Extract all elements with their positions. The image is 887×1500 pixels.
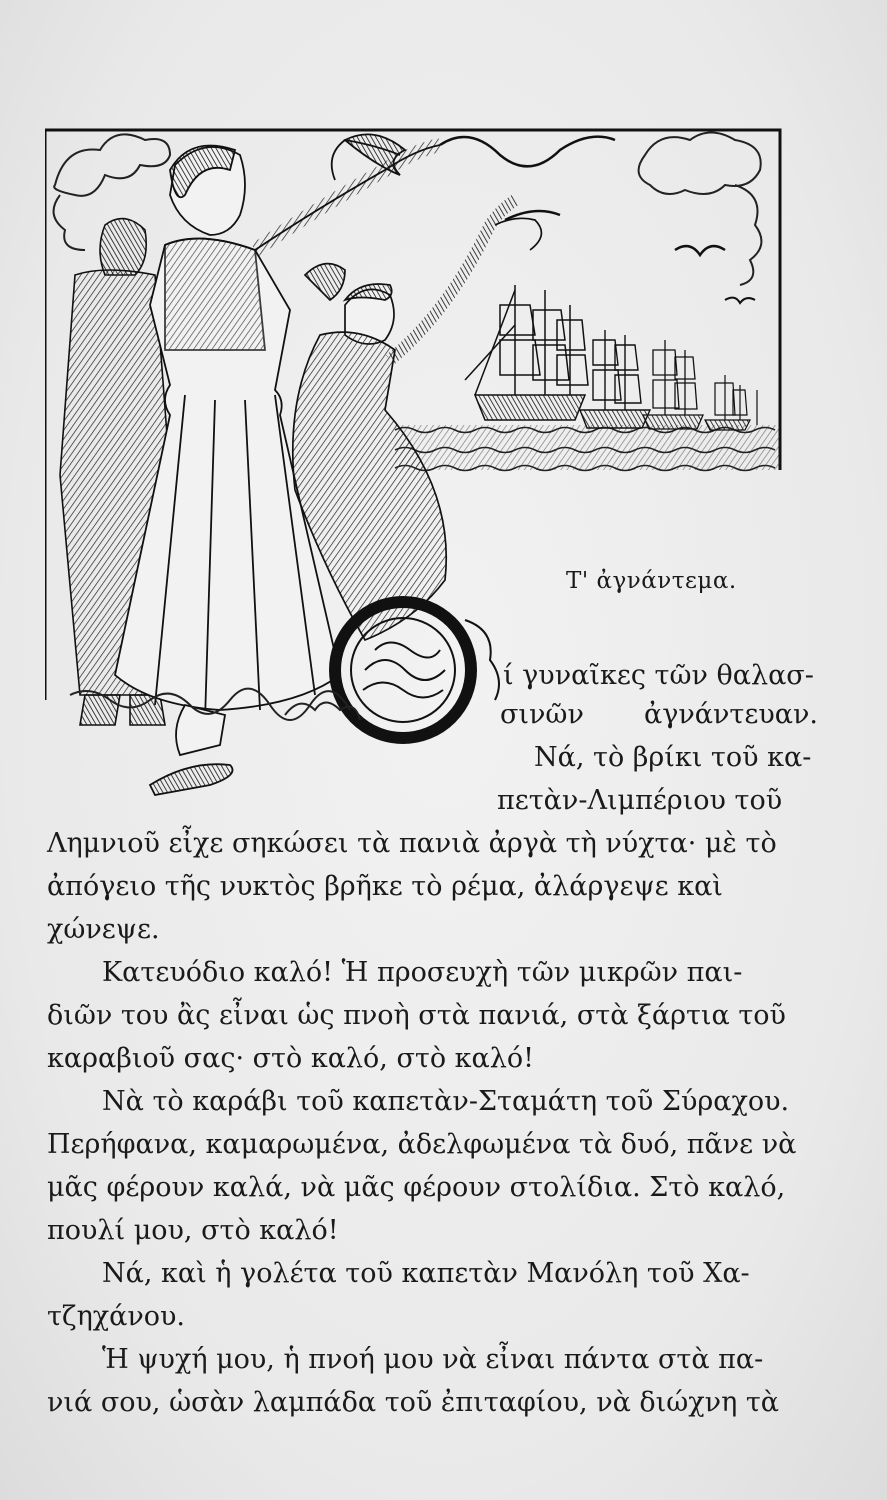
bird	[725, 298, 755, 303]
illustration-caption: Τ' ἀγνάντεμα.	[566, 568, 737, 594]
text-line: μᾶς φέρουν καλά, νὰ μᾶς φέρουν στολίδια. Στὸ καλό,	[47, 1172, 786, 1203]
text-line: Νά, τὸ βρίκι τοῦ κα-	[534, 742, 812, 773]
text-line: Κατευόδιο καλό! Ἡ προσευχὴ τῶν μικρῶν παι-	[102, 957, 743, 988]
text-line: πουλί μου, στὸ καλό!	[47, 1215, 339, 1246]
text-fragment: ἀγνάντευαν.	[644, 699, 818, 730]
text-line: ἀπόγειο τῆς νυκτὸς βρῆκε τὸ ρέμα, ἀλάργεψε καὶ	[47, 871, 723, 902]
text-line	[500, 701, 818, 728]
text-line: Λημνιοῦ εἶχε σηκώσει τὰ πανιὰ ἀργὰ τὴ νύχτα· μὲ τὸ	[47, 828, 777, 859]
ship-small	[643, 340, 703, 429]
text-line: Νά, καὶ ἡ γολέτα τοῦ καπετὰν Μανόλη τοῦ Χα-	[102, 1258, 750, 1289]
ship-distant	[705, 375, 757, 430]
text-line: διῶν του ἂς εἶναι ὡς πνοὴ στὰ πανιά, στὰ ξάρτια τοῦ	[47, 1000, 786, 1031]
text-line: Ἡ ψυχή μου, ἡ πνοή μου νὰ εἶναι πάντα στὰ πα-	[102, 1344, 764, 1375]
text-fragment: σινῶν	[500, 699, 584, 730]
text-line: τζηχάνου.	[47, 1301, 186, 1332]
text-line: πετὰν-Λιμπέριου τοῦ	[497, 785, 783, 816]
text-line: χώνεψε.	[47, 914, 160, 945]
text-line: Νὰ τὸ καράβι τοῦ καπετὰν-Σταμάτη τοῦ Σύραχου.	[102, 1086, 790, 1117]
text-line: καραβιοῦ σας· στὸ καλό, στὸ καλό!	[47, 1043, 534, 1074]
bird	[675, 246, 725, 255]
sea	[395, 425, 780, 471]
text-line: νιά σου, ὡσὰν λαμπάδα τοῦ ἐπιταφίου, νὰ διώχνη τὰ	[47, 1387, 779, 1418]
text-line: ί γυναῖκες τῶν θαλασ-	[503, 660, 814, 691]
ship-medium	[580, 330, 650, 428]
cloud-right	[639, 133, 762, 286]
text-line: Περήφανα, καμαρωμένα, ἀδελφωμένα τὰ δυό, πᾶνε νὰ	[47, 1129, 797, 1160]
ship-large	[465, 285, 588, 420]
